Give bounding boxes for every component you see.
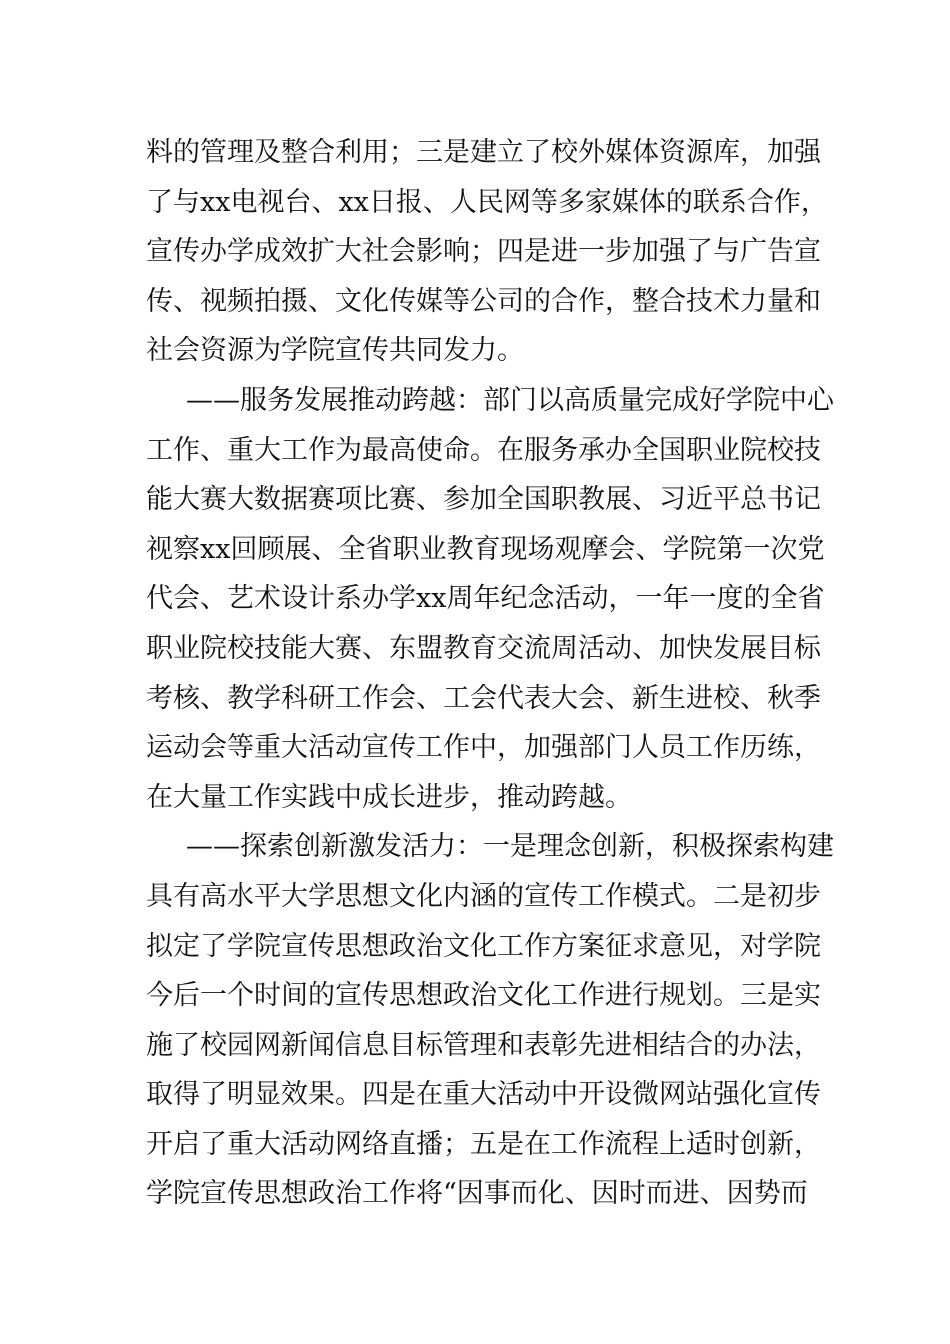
text-line: 宣传办学成效扩大社会影响；四是进一步加强了与广告宣 — [146, 236, 821, 268]
text-line: 了与xx电视台、xx日报、人民网等多家媒体的联系合作， — [146, 186, 828, 218]
text-line: 职业院校技能大赛、东盟教育交流周活动、加快发展目标 — [146, 632, 821, 664]
text-line: 社会资源为学院宣传共同发力。 — [146, 335, 524, 367]
text-line: 学院宣传思想政治工作将“因事而化、因时而进、因势而 — [146, 1178, 808, 1210]
section-heading-line: ——探索创新激发活力：一是理念创新，积极探索构建 — [186, 831, 834, 863]
text-line: 具有高水平大学思想文化内涵的宣传工作模式。二是初步 — [146, 880, 821, 912]
text-line: 今后一个时间的宣传思想政治文化工作进行规划。三是实 — [146, 980, 821, 1012]
section-heading-line: ——服务发展推动跨越：部门以高质量完成好学院中心 — [186, 384, 834, 416]
text-line: 视察xx回顾展、全省职业教育现场观摩会、学院第一次党 — [146, 533, 825, 565]
text-line: 料的管理及整合利用；三是建立了校外媒体资源库，加强 — [146, 137, 821, 168]
text-line: 传、视频拍摄、文化传媒等公司的合作，整合技术力量和 — [146, 285, 821, 317]
text-line: 取得了明显效果。四是在重大活动中开设微网站强化宣传 — [146, 1079, 821, 1111]
text-line: 代会、艺术设计系办学xx周年纪念活动，一年一度的全省 — [146, 583, 825, 615]
text-line: 拟定了学院宣传思想政治文化工作方案征求意见，对学院 — [146, 930, 821, 962]
text-line: 开启了重大活动网络直播；五是在工作流程上适时创新， — [146, 1128, 821, 1160]
text-line: 考核、教学科研工作会、工会代表大会、新生进校、秋季 — [146, 682, 821, 714]
body-text — [146, 128, 834, 1219]
text-line: 在大量工作实践中成长进步，推动跨越。 — [146, 781, 632, 813]
text-line: 工作、重大工作为最高使命。在服务承办全国职业院校技 — [146, 434, 821, 466]
text-line: 能大赛大数据赛项比赛、参加全国职教展、习近平总书记 — [146, 484, 821, 516]
text-line: 施了校园网新闻信息目标管理和表彰先进相结合的办法， — [146, 1029, 821, 1061]
text-line: 运动会等重大活动宣传工作中，加强部门人员工作历练， — [146, 732, 821, 764]
